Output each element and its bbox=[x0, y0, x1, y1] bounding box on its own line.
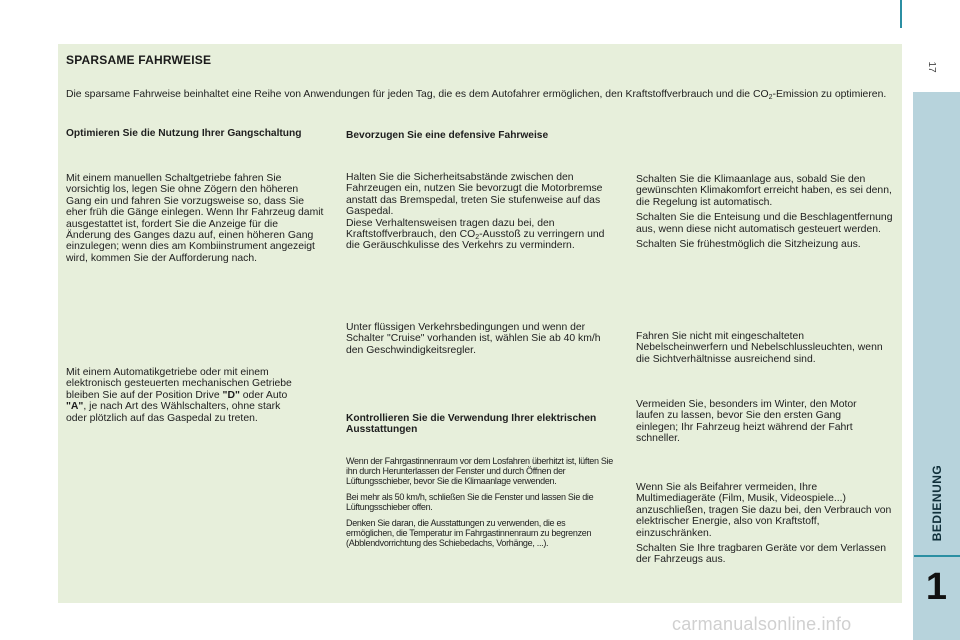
col1-para-auto bbox=[66, 367, 296, 424]
col3-para-multimedia: Wenn Sie als Beifahrer vermeiden, Ihre Multimediageräte (Film, Musik, Videospiele...) anzuschließen, tragen Sie dazu bei, den Verbrauch von elektrischer Energie, also von Kraftstoff, einzuschränken. bbox=[636, 482, 892, 539]
watermark: carmanualsonline.info bbox=[672, 614, 852, 634]
col2-para-behaviour bbox=[346, 218, 608, 252]
col2-electrical-block bbox=[346, 456, 614, 554]
auto-label: "A" bbox=[66, 401, 84, 413]
col2-para-cruise: Unter flüssigen Verkehrsbedingungen und wenn der Schalter "Cruise" vorhanden ist, wählen Sie ab 40 km/h den Geschwindigkeitsregler. bbox=[346, 322, 601, 356]
col2-behaviour-text: Diese Verhaltensweisen tragen dazu bei, den Kraftstoffverbrauch, den CO bbox=[346, 217, 555, 241]
col2-electrical-heading-block bbox=[346, 413, 608, 435]
col3-para-seat-heating: Schalten Sie frühestmöglich die Sitzheizung aus. bbox=[636, 239, 861, 251]
col3-para-defrost: Schalten Sie die Enteisung und die Beschlagentfernung aus, wenn diese nicht automatisch gesteuert werden. bbox=[636, 212, 893, 235]
intro-text: Die sparsame Fahrweise beinhaltet eine Reihe von Anwendungen für jeden Tag, die es dem Autofahrer ermöglichen, den Kraftstoffverbrauch und die CO bbox=[66, 89, 769, 100]
top-accent-line bbox=[900, 0, 902, 28]
section-title: SPARSAME FAHRWEISE bbox=[66, 53, 212, 67]
col3-multimedia-block bbox=[636, 482, 898, 566]
col3-para-winter: Vermeiden Sie, besonders im Winter, den Motor laufen zu lassen, bevor Sie den ersten Gang einlegen; Ihr Fahrzeug heizt während der Fahrt schneller. bbox=[636, 399, 857, 445]
col2-small-speed: Bei mehr als 50 km/h, schließen Sie die Fenster und lassen Sie die Lüftungsschieber offen. bbox=[346, 492, 594, 512]
col2-cruise-block bbox=[346, 322, 608, 356]
intro-subscript: 2 bbox=[768, 94, 773, 101]
col2-small-overheat: Wenn der Fahrgastinnenraum vor dem Losfahren überhitzt ist, lüften Sie ihn durch Herunterlassen der Fenster und durch Öffnen der Lüftungsschieber, bevor Sie die Klimaanlage verwenden. bbox=[346, 456, 613, 486]
col3-para-fog-lights: Fahren Sie nicht mit eingeschalteten Nebelscheinwerfern und Nebelschlussleuchten, wenn die Sichtverhältnisse ausreichend sind. bbox=[636, 331, 883, 365]
col1-auto-text-2: oder Auto bbox=[239, 389, 288, 401]
col3-climate-block bbox=[636, 174, 896, 250]
co2-subscript: 2 bbox=[475, 234, 480, 242]
intro-text-end: -Emission zu optimieren. bbox=[772, 89, 887, 100]
col3-fog-block bbox=[636, 331, 896, 365]
col2-para-distance: Halten Sie die Sicherheitsabstände zwischen den Fahrzeugen ein, nutzen Sie bevorzugt die Motorbremse anstatt das Bremspedal, treten Sie stufenweise auf das Gaspedal. bbox=[346, 172, 603, 218]
col1-heading: Optimieren Sie die Nutzung Ihrer Gangschaltung bbox=[66, 128, 302, 139]
col3-para-climate: Schalten Sie die Klimaanlage aus, sobald Sie den gewünschten Klimakomfort erreicht haben, es sei denn, die Regelung ist automatisch. bbox=[636, 174, 892, 208]
col2-behaviour-text-end: -Ausstoß zu verringern und die Geräuschkulisse des Verkehrs zu vermindern. bbox=[346, 229, 605, 252]
col3-winter-block bbox=[636, 399, 886, 445]
chapter-label: BEDIENUNG bbox=[930, 464, 944, 542]
chapter-sidebar bbox=[913, 92, 960, 640]
col2-heading-block bbox=[346, 130, 616, 141]
col2-heading-electrical: Kontrollieren Sie die Verwendung Ihrer elektrischen Ausstattungen bbox=[346, 413, 597, 435]
intro-paragraph bbox=[66, 89, 896, 101]
chapter-underline bbox=[914, 555, 960, 557]
col3-para-portable: Schalten Sie Ihre tragbaren Geräte vor dem Verlassen der Fahrzeugs aus. bbox=[636, 543, 887, 566]
col1-auto-text-3: , je nach Art des Wählschalters, ohne stark oder plötzlich auf das Gaspedal zu treten. bbox=[66, 401, 281, 424]
col2-small-temperature: Denken Sie daran, die Ausstattungen zu verwenden, die es ermöglichen, die Temperatur im Fahrgastinnenraum zu begrenzen (Abblendvorrichtung des Schiebedachs, Vorhänge, ...). bbox=[346, 518, 592, 548]
page-number: 17 bbox=[926, 61, 937, 73]
chapter-number: 1 bbox=[925, 566, 948, 608]
col2-heading-defensive: Bevorzugen Sie eine defensive Fahrweise bbox=[346, 130, 549, 141]
drive-label: "D" bbox=[222, 389, 240, 401]
col1-auto-text-1: Mit einem Automatikgetriebe oder mit einem elektronisch gesteuerten mechanischen Getriebe bleiben Sie auf der Position Drive bbox=[66, 367, 292, 401]
col1-auto-block bbox=[66, 367, 296, 424]
col1-heading-block bbox=[66, 128, 316, 139]
col1-para-manual: Mit einem manuellen Schaltgetriebe fahren Sie vorsichtig los, legen Sie ohne Zögern den höheren Gang ein und fahren Sie vorzugsweise so, dass Sie eher früh die Gänge einlegen. Wenn Ihr Fahrzeug damit ausgestattet ist, fordert Sie die Anzeige für die Änderung des Ganges dazu auf, einen höheren Gang einzulegen; wenn dies am Kombiinstrument angezeigt wird, kommen Sie der Aufforderung nach. bbox=[66, 173, 324, 264]
col1-manual-block bbox=[66, 173, 324, 264]
col2-defensive-block bbox=[346, 172, 608, 252]
